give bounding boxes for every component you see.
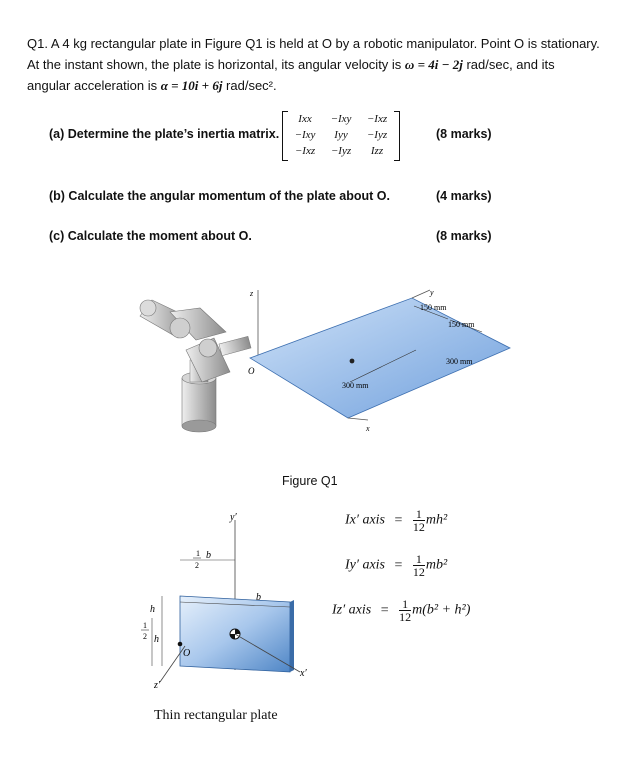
dim-150-a: 150 mm (420, 303, 447, 312)
inertia-matrix (282, 111, 400, 161)
half-h-num: 1 (143, 621, 147, 630)
plate-edge (290, 600, 294, 672)
alpha-expression: α = 10i + 6j (160, 78, 223, 93)
part-c-label: (c) Calculate the moment about O. (49, 229, 252, 243)
axis-x-label: x (366, 424, 370, 433)
question-line-2-a: At the instant shown, the plate is horizontal, its angular velocity is (27, 57, 405, 72)
matrix-cell: Iyy (334, 129, 348, 141)
formula-iy: Iy′ axis = $\frac{1}{12}$ mb² (345, 552, 448, 579)
part-a-label: (a) Determine the plate’s inertia matrix. (49, 127, 280, 141)
b-label: b (256, 592, 261, 603)
frac-num: 1 (399, 598, 411, 611)
y-prime-label: y′ (230, 512, 237, 523)
formula-iz: Iz′ axis = $\frac{1}{12}$ m(b² + h²) (332, 597, 471, 624)
part-b-label: (b) Calculate the angular momentum of the plate about O. (49, 189, 390, 203)
origin-o-label: O (248, 366, 255, 376)
half-b-den: 2 (195, 561, 199, 570)
formula-ix-rhs: mh² (425, 512, 448, 528)
formula-ix: Ix′ axis = $\frac{1}{12}$ mh² (345, 507, 448, 534)
dim-150-b: 150 mm (448, 320, 475, 329)
formula-iz-rhs: m(b² + h²) (412, 602, 471, 618)
matrix-cell: Izz (370, 145, 384, 157)
part-b-marks: (4 marks) (436, 189, 492, 203)
formula-ix-axis: Ix′ axis (345, 512, 385, 528)
formula-iy-rhs: mb² (425, 557, 448, 573)
half-h-den: 2 (143, 632, 147, 641)
matrix-cell: −Iyz (366, 129, 388, 141)
question-line-2 (27, 54, 617, 75)
frac-den: 12 (399, 610, 412, 624)
x-axis-line (348, 418, 368, 420)
figure-q1-caption: Figure Q1 (282, 474, 338, 488)
half-b-letter: b (206, 550, 211, 561)
question-line-1: Q1. A 4 kg rectangular plate in Figure Q1 is held at O by a robotic manipulator. Point O is stationary. (27, 36, 600, 51)
question-line-3-a: angular acceleration is (27, 78, 161, 93)
robot-manipulator (140, 300, 251, 432)
half-b-num: 1 (196, 549, 200, 558)
x-prime-label: x′ (300, 668, 307, 679)
part-a-marks: (8 marks) (436, 127, 492, 141)
formula-iy-axis: Iy′ axis (345, 557, 385, 573)
matrix-cell: −Ixy (330, 113, 352, 125)
matrix-right-bracket (394, 111, 400, 161)
formula-iy-fraction (413, 553, 425, 578)
omega-expression: ω = 4i − 2j (404, 57, 463, 72)
question-line-2-b: rad/sec, and its (462, 57, 555, 72)
matrix-cell: −Ixy (294, 129, 316, 141)
y-axis-line (412, 290, 430, 298)
frac-num: 1 (413, 508, 425, 521)
frac-num: 1 (413, 553, 425, 566)
dim-300-b: 300 mm (342, 381, 369, 390)
origin-point (178, 642, 183, 647)
matrix-cell: −Ixz (294, 145, 316, 157)
formula-iz-fraction (399, 598, 411, 623)
matrix-cell: −Ixz (366, 113, 388, 125)
matrix-cell: −Iyz (330, 145, 352, 157)
thin-plate-diagram (140, 510, 310, 690)
formula-ix-fraction (413, 508, 425, 533)
question-line-3 (27, 75, 617, 96)
axis-y-label: y (430, 288, 434, 297)
frac-den: 12 (412, 520, 425, 534)
frac-den: 12 (412, 565, 425, 579)
robot-plate-figure (130, 278, 530, 458)
part-c-marks: (8 marks) (436, 229, 492, 243)
thin-plate-caption: Thin rectangular plate (154, 708, 278, 723)
question-text (27, 33, 617, 96)
h-label: h (150, 604, 155, 615)
formula-iz-axis: Iz′ axis (332, 602, 372, 618)
question-line-3-b: rad/sec². (222, 78, 277, 93)
half-h-letter: h (154, 634, 159, 645)
dim-300-a: 300 mm (446, 357, 473, 366)
matrix-cell: Ixx (298, 113, 312, 125)
z-prime-label: z′ (154, 680, 161, 690)
center-of-mass-marker (350, 359, 355, 364)
axis-z-label: z (250, 289, 254, 298)
origin-label: O (183, 648, 191, 659)
